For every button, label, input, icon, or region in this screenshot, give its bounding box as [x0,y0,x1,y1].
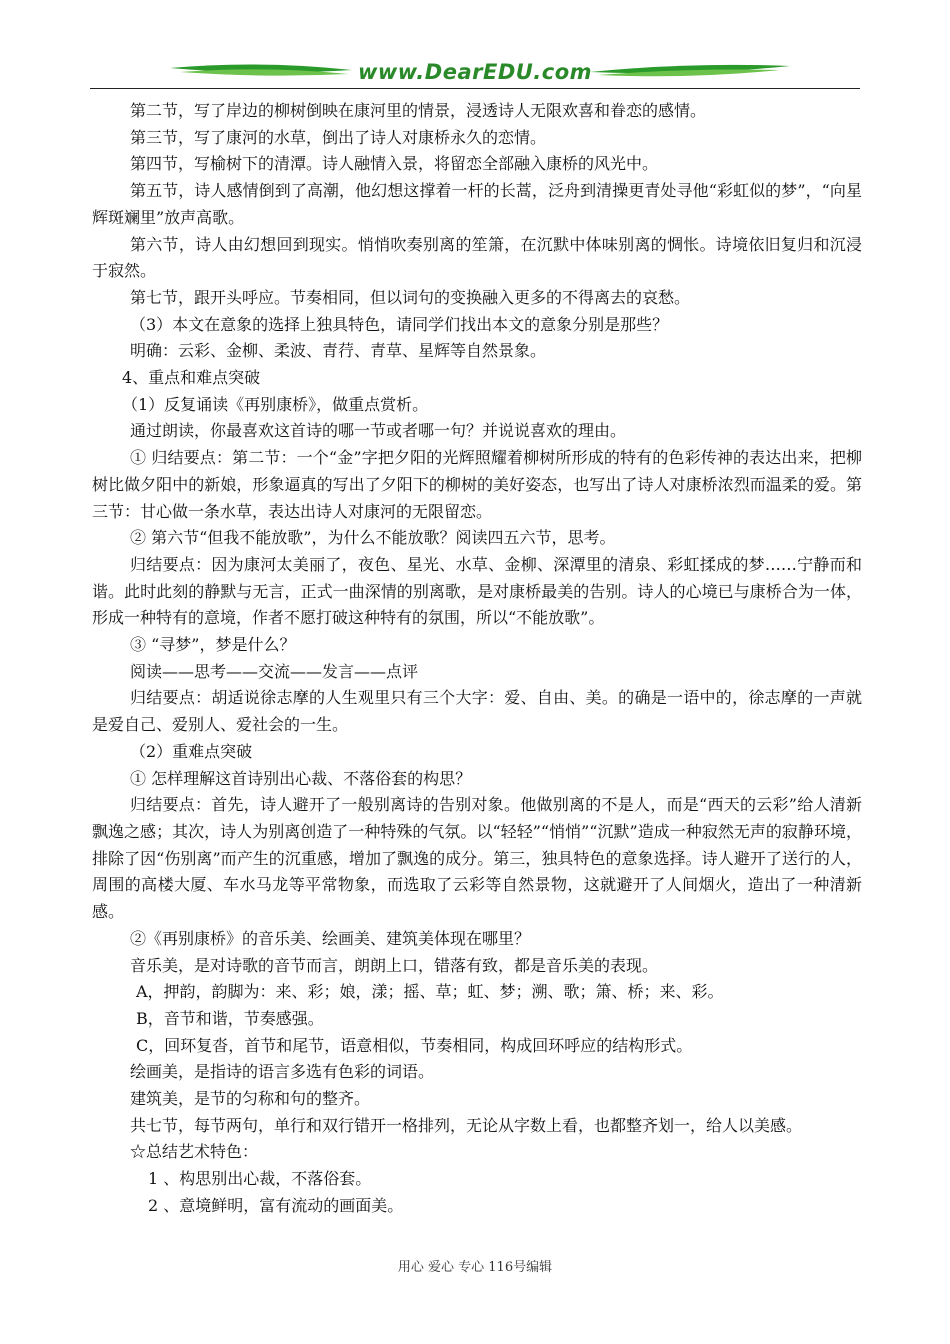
site-header [90,58,860,90]
paragraph: ① 怎样理解这首诗别出心裁、不落俗套的构思？ [130,768,472,788]
list-item: 1 、构思别出心裁，不落俗套。 [148,1169,372,1189]
paragraph: ② 第六节“但我不能放歌”，为什么不能放歌？阅读四五六节，思考。 [130,528,616,548]
paragraph: 第七节，跟开头呼应。节奏相同，但以词句的变换融入更多的不得离去的哀愁。 [130,287,691,307]
paragraph: ③ “寻梦”，梦是什么？ [130,635,296,655]
paragraph: 建筑美，是节的匀称和句的整齐。 [130,1089,371,1109]
paragraph: 归结要点：因为康河太美丽了，夜色、星光、水草、金柳、深潭里的清泉、彩虹揉成的梦……宁静而和谐。此时此刻的静默与无言，正式一曲深情的别离歌，是对康桥最美的告别。诗人的心境已与康桥合为一体，形成一种特有的意境，作者不愿打破这种特有的氛围，所以“不能放歌”。 [92,554,862,628]
paragraph: 第三节，写了康河的水草，倒出了诗人对康桥永久的恋情。 [130,127,547,147]
paragraph: 第二节，写了岸边的柳树倒映在康河里的情景，浸透诗人无限欢喜和眷恋的感情。 [130,101,707,120]
paragraph: 归结要点：胡适说徐志摩的人生观里只有三个大字：爱、自由、美。的确是一语中的，徐志摩的一声就是爱自己、爱别人、爱社会的一生。 [92,688,862,735]
paragraph: ① 归结要点：第二节：一个“金”字把夕阳的光辉照耀着柳树所形成的特有的色彩传神的表达出来，把柳树比做夕阳中的新娘，形象逼真的写出了夕阳下的柳树的美好姿态，也写出了诗人对康桥浓烈而温柔的爱。第三节：甘心做一条水草，表达出诗人对康河的无限留恋。 [92,448,862,521]
summary-heading: ☆总结艺术特色： [130,1142,259,1162]
subsection-heading: （2）重难点突破 [130,741,253,761]
header-rule [90,88,860,89]
paragraph: 绘画美，是指诗的语言多选有色彩的词语。 [130,1062,435,1082]
list-item: A，押韵，韵脚为：来、彩；娘，漾；摇、草；虹、梦；溯、歌；箫、桥；来、彩。 [136,982,724,1002]
paragraph: 明确：云彩、金柳、柔波、青荇、青草、星辉等自然景象。 [130,341,547,361]
list-item: B，音节和谐，节奏感强。 [136,1008,324,1028]
paragraph: （3）本文在意象的选择上独具特色，请同学们找出本文的意象分别是那些？ [130,314,669,334]
site-brand: www.DearEDU.com [357,60,593,84]
paragraph: 第四节，写榆树下的清潭。诗人融情入景，将留恋全部融入康桥的风光中。 [130,154,659,174]
paragraph: 第五节，诗人感情倒到了高潮，他幻想这撑着一杆的长蒿，泛舟到清操更青处寻他“彩虹似的梦”，“向星辉斑斓里”放声高歌。 [92,181,862,227]
paragraph: 通过朗读，你最喜欢这首诗的哪一节或者哪一句？并说说喜欢的理由。 [130,421,627,441]
paragraph: 音乐美，是对诗歌的音节而言，朗朗上口，错落有致，都是音乐美的表现。 [130,955,659,975]
section-heading: 4、重点和难点突破 [122,368,261,388]
paragraph: 第六节，诗人由幻想回到现实。悄悄吹奏别离的笙箫，在沉默中体味别离的惆怅。诗境依旧复归和沉浸于寂然。 [92,234,862,281]
paragraph: ②《再别康桥》的音乐美、绘画美、建筑美体现在哪里？ [130,928,531,948]
document-body [92,98,862,1220]
list-item: 2 、意境鲜明，富有流动的画面美。 [148,1195,404,1215]
paragraph: 共七节，每节两句，单行和双行错开一格排列，无论从字数上看，也都整齐划一，给人以美感。 [130,1115,803,1135]
subsection-heading: （1）反复诵读《再别康桥》，做重点赏析。 [122,394,429,414]
paragraph: 阅读——思考——交流——发言——点评 [130,661,419,681]
page-footer: 用心 爱心 专心 116号编辑 [397,1260,553,1275]
list-item: C，回环复沓，首节和尾节，语意相似，节奏相同，构成回环呼应的结构形式。 [136,1035,693,1055]
paragraph: 归结要点：首先，诗人避开了一般别离诗的告别对象。他做别离的不是人，而是“西天的云彩”给人清新飘逸之感；其次，诗人为别离创造了一种特殊的气氛。以“轻轻”“悄悄”“沉默”造成一种寂然无声的寂静环境，排除了因“伤别离”而产生的沉重感，增加了飘逸的成分。第三，独具特色的意象选择。诗人避开了送行的人，周围的高楼大厦、车水马龙等平常物象，而选取了云彩等自然景物，这就避开了人间烟火，造出了一种清新感。 [92,795,862,922]
